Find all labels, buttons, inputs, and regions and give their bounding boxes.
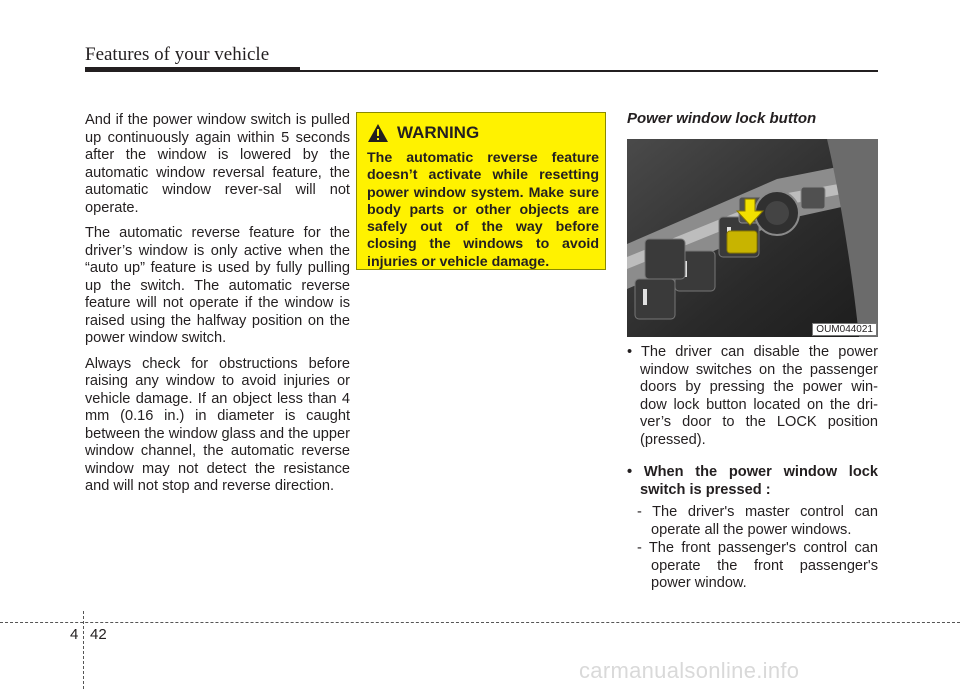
footer-divider xyxy=(0,622,960,623)
warning-title: WARNING xyxy=(397,123,480,142)
bullet-text-bold: • When the power window lock switch is pressed : xyxy=(627,464,878,498)
warning-box xyxy=(356,112,606,270)
sub-item-text: - The front passenger's control can operate the front passenger's power window. xyxy=(637,540,878,591)
window-switch-illustration xyxy=(627,139,878,337)
image-code-label: OUM044021 xyxy=(812,323,877,336)
sub-item-text: - The driver's master control can operate all the power windows. xyxy=(637,504,878,538)
warning-body: The automatic reverse feature doesn’t activate while resetting power window system. Make sure body parts or other objects are safely out of the way before closing the windows to avoid injuries or vehicle damage. xyxy=(367,150,599,270)
sub-item-driver xyxy=(637,504,878,539)
warning-triangle-icon xyxy=(367,123,389,143)
bullet-text: • The driver can disable the power window switches on the passenger doors by pressing the power win-dow lock button located on the dri-ver’s door to the LOCK position (pressed). xyxy=(627,344,878,448)
page-number: 42 xyxy=(90,626,107,643)
watermark: carmanualsonline.info xyxy=(579,658,800,683)
door-panel-photo xyxy=(627,139,878,337)
chapter-number: 4 xyxy=(70,626,79,643)
warning-header xyxy=(367,123,479,143)
paragraph-2: The automatic reverse feature for the driver’s window is only active when the “auto up” feature is used by fully pulling up the switch. The automatic reverse feature will not operate if the window is raised using the halfway position on the power window switch. xyxy=(85,225,350,346)
header-rule-thin xyxy=(300,70,878,72)
footer-vertical-divider xyxy=(83,611,84,689)
section-heading: Power window lock button xyxy=(627,110,817,127)
bullet-lock-description xyxy=(627,344,878,449)
sub-item-passenger xyxy=(637,540,878,593)
bullet-lock-pressed xyxy=(627,464,878,499)
header-title: Features of your vehicle xyxy=(85,44,270,65)
paragraph-1: And if the power window switch is pulled up continuously again within 5 seconds after the window is lowered by the automatic window reversal feature, the automatic window rever-sal will not operate. xyxy=(85,112,350,216)
header-rule xyxy=(85,67,300,72)
paragraph-3: Always check for obstructions before raising any window to avoid injuries or vehicle damage. If an object less than 4 mm (0.16 in.) in diameter is caught between the window glass and the upper window channel, the automatic reverse window may not detect the resistance and will not stop and reverse direction. xyxy=(85,355,350,494)
left-column xyxy=(85,112,350,504)
